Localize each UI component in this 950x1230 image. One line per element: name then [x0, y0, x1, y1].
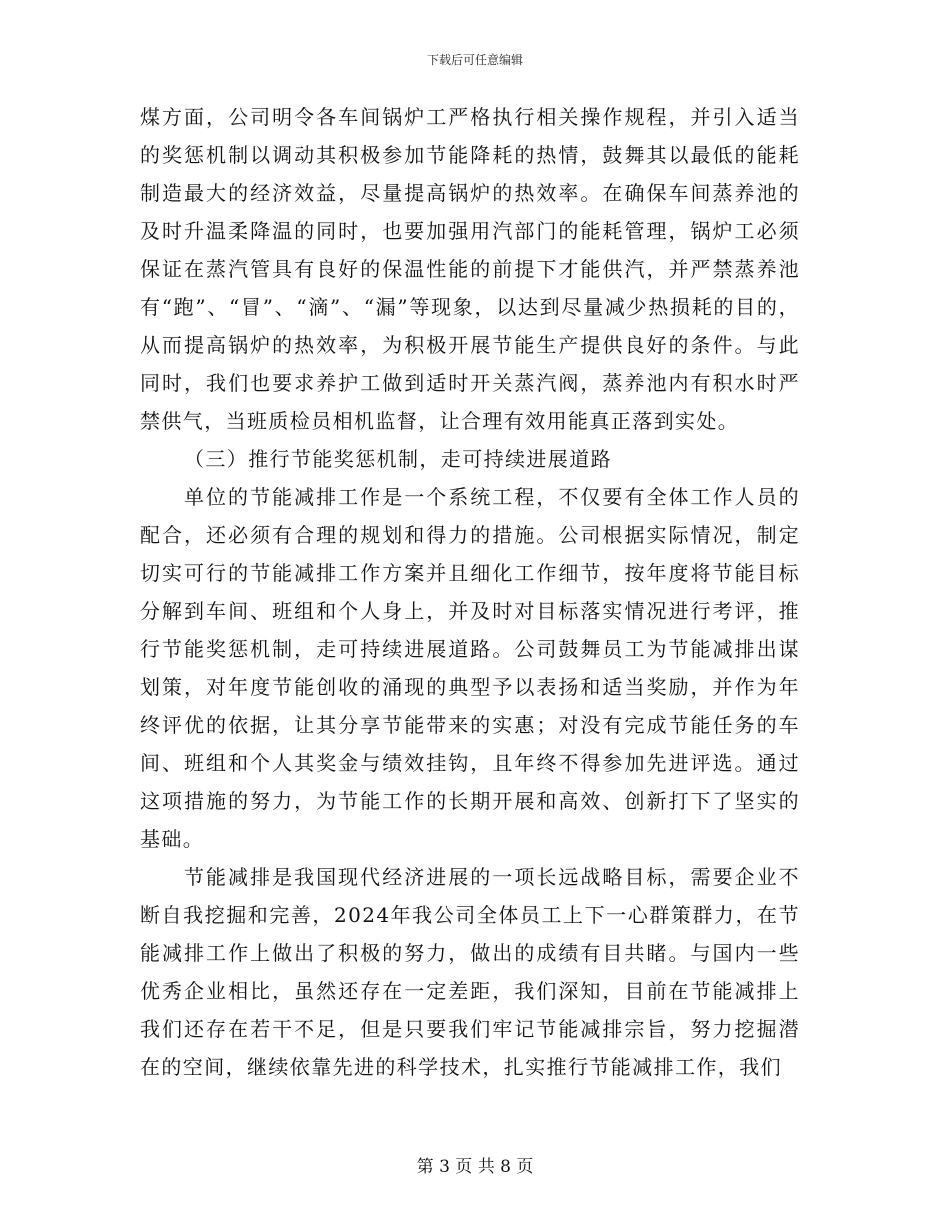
- paragraph-conclusion: 节能减排是我国现代经济进展的一项长远战略目标，需要企业不断自我挖掘和完善，2024年我公司全体员工上下一心群策群力，在节能减排工作上做出了积极的努力，做出的成绩有目共睹。与国内一些优秀企业相比，虽然还存在一定差距，我们深知，目前在节能减排上我们还存在若干不足，但是只要我们牢记节能减排宗旨，努力挖掘潜在的空间，继续依靠先进的科学技术，扎实推行节能减排工作，我们: [140, 865, 800, 1079]
- paragraph-section-body: 单位的节能减排工作是一个系统工程，不仅要有全体工作人员的配合，还必须有合理的规划和得力的措施。公司根据实际情况，制定切实可行的节能减排工作方案并且细化工作细节，按年度将节能目标分解到车间、班组和个人身上，并及时对目标落实情况进行考评，推行节能奖惩机制，走可持续进展道路。公司鼓舞员工为节能减排出谋划策，对年度节能创收的涌现的典型予以表扬和适当奖励，并作为年终评优的依据，让其分享节能带来的实惠；对没有完成节能任务的车间、班组和个人其奖金与绩效挂钩，且年终不得参加先进评选。通过这项措施的努力，为节能工作的长期开展和高效、创新打下了坚实的基础。: [140, 485, 800, 851]
- paragraph-continuation: 煤方面，公司明令各车间锅炉工严格执行相关操作规程，并引入适当的奖惩机制以调动其积极参加节能降耗的热情，鼓舞其以最低的能耗制造最大的经济效益，尽量提高锅炉的热效率。在确保车间蒸养池的及时升温柔降温的同时，也要加强用汽部门的能耗管理，锅炉工必须保证在蒸汽管具有良好的保温性能的前提下才能供汽，并严禁蒸养池有“跑”、“冒”、“滴”、“漏”等现象，以达到尽量减少热损耗的目的，从而提高锅炉的热效率，为积极开展节能生产提供良好的条件。与此同时，我们也要求养护工做到适时开关蒸汽阀，蒸养池内有积水时严禁供气，当班质检员相机监督，让合理有效用能真正落到实处。: [140, 105, 800, 433]
- document-body: [140, 98, 800, 1086]
- page-header: 下载后可任意编辑: [426, 53, 523, 67]
- page-footer: [0, 1156, 950, 1178]
- page-number-label: 第 3 页 共 8 页: [416, 1157, 534, 1177]
- section-heading: （三）推行节能奖惩机制，走可持续进展道路: [184, 447, 612, 471]
